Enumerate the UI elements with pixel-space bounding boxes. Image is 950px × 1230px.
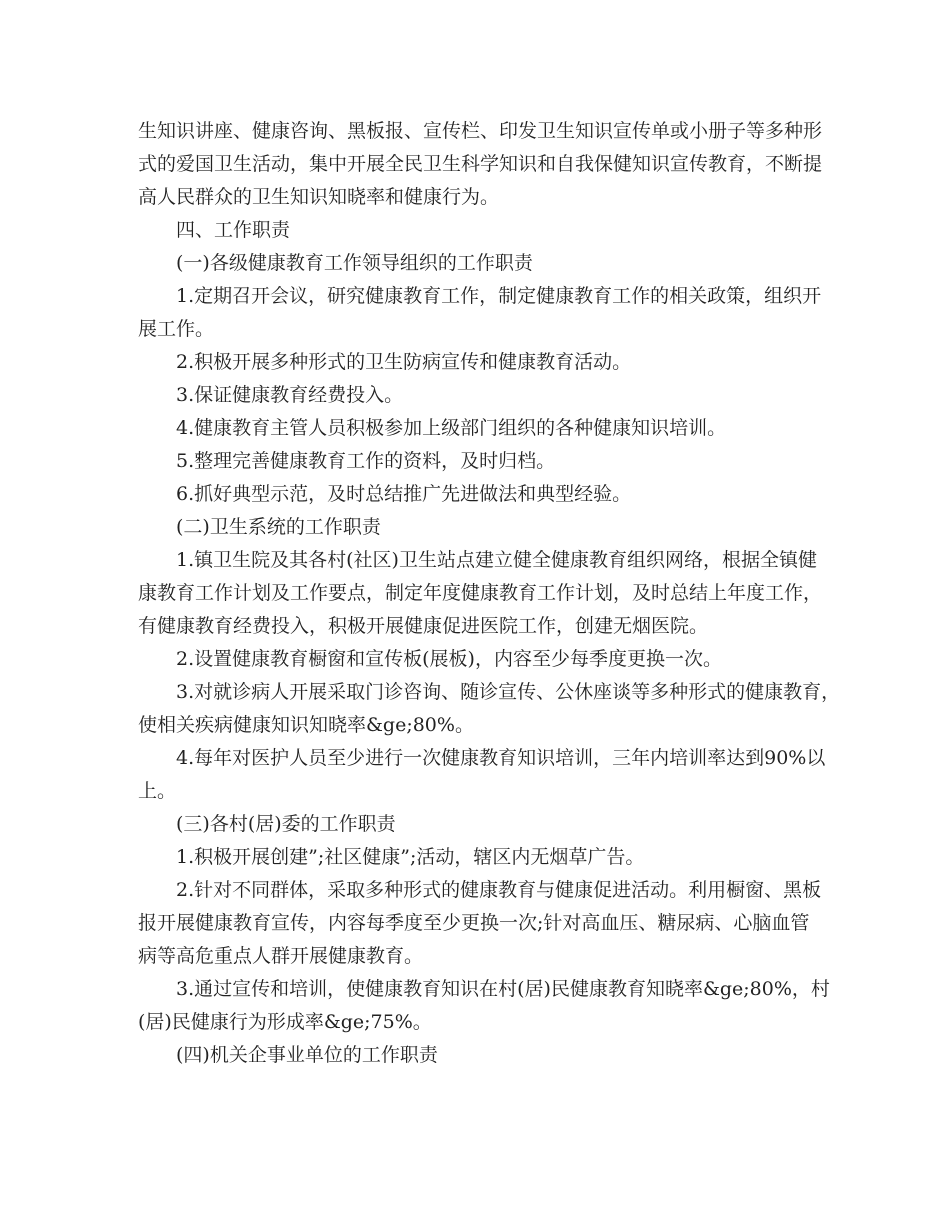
text-line: 6.抓好典型示范，及时总结推广先进做法和典型经验。 [176, 483, 632, 505]
text-line: 上。 [138, 780, 177, 802]
text-line: 1.定期召开会议，研究健康教育工作，制定健康教育工作的相关政策，组织开 [176, 285, 822, 307]
text-line: 式的爱国卫生活动，集中开展全民卫生科学知识和自我保健知识宣传教育，不断提 [138, 153, 823, 175]
text-line: 报开展健康教育宣传，内容每季度至少更换一次;针对高血压、糖尿病、心脑血管 [138, 912, 810, 934]
text-line: 1.镇卫生院及其各村(社区)卫生站点建立健全健康教育组织网络，根据全镇健 [176, 549, 817, 571]
text-line: 生知识讲座、健康咨询、黑板报、宣传栏、印发卫生知识宣传单或小册子等多种形 [138, 120, 823, 142]
text-line: (三)各村(居)委的工作职责 [176, 813, 396, 835]
text-line: 高人民群众的卫生知识知晓率和健康行为。 [138, 186, 500, 208]
text-line: 4.健康教育主管人员积极参加上级部门组织的各种健康知识培训。 [176, 417, 727, 439]
text-line: 展工作。 [138, 318, 215, 340]
text-line: (四)机关企事业单位的工作职责 [176, 1044, 438, 1066]
text-line: (二)卫生系统的工作职责 [176, 516, 381, 538]
text-line: 四、工作职责 [176, 219, 291, 241]
text-line: 病等高危重点人群开展健康教育。 [138, 945, 424, 967]
text-line: 5.整理完善健康教育工作的资料，及时归档。 [176, 450, 556, 472]
text-line: (居)民健康行为形成率&ge;75%。 [138, 1011, 432, 1033]
text-line: 有健康教育经费投入，积极开展健康促进医院工作，创建无烟医院。 [138, 615, 709, 637]
text-line: 4.每年对医护人员至少进行一次健康教育知识培训，三年内培训率达到90%以 [176, 747, 826, 769]
text-line: 康教育工作计划及工作要点，制定年度健康教育工作计划，及时总结上年度工作， [138, 582, 823, 604]
text-line: 2.积极开展多种形式的卫生防病宣传和健康教育活动。 [176, 351, 632, 373]
text-line: 3.对就诊病人开展采取门诊咨询、随诊宣传、公休座谈等多种形式的健康教育， [176, 681, 841, 703]
text-line: (一)各级健康教育工作领导组织的工作职责 [176, 252, 533, 274]
text-line: 3.保证健康教育经费投入。 [176, 384, 404, 406]
text-line: 1.积极开展创建”;社区健康”;活动，辖区内无烟草广告。 [176, 846, 645, 868]
text-line: 使相关疾病健康知识知晓率&ge;80%。 [138, 714, 474, 736]
text-line: 3.通过宣传和培训，使健康教育知识在村(居)民健康教育知晓率&ge;80%，村 [176, 978, 830, 1000]
text-line: 2.针对不同群体，采取多种形式的健康教育与健康促进活动。利用橱窗、黑板 [176, 879, 822, 901]
text-line: 2.设置健康教育橱窗和宣传板(展板)，内容至少每季度更换一次。 [176, 648, 722, 670]
